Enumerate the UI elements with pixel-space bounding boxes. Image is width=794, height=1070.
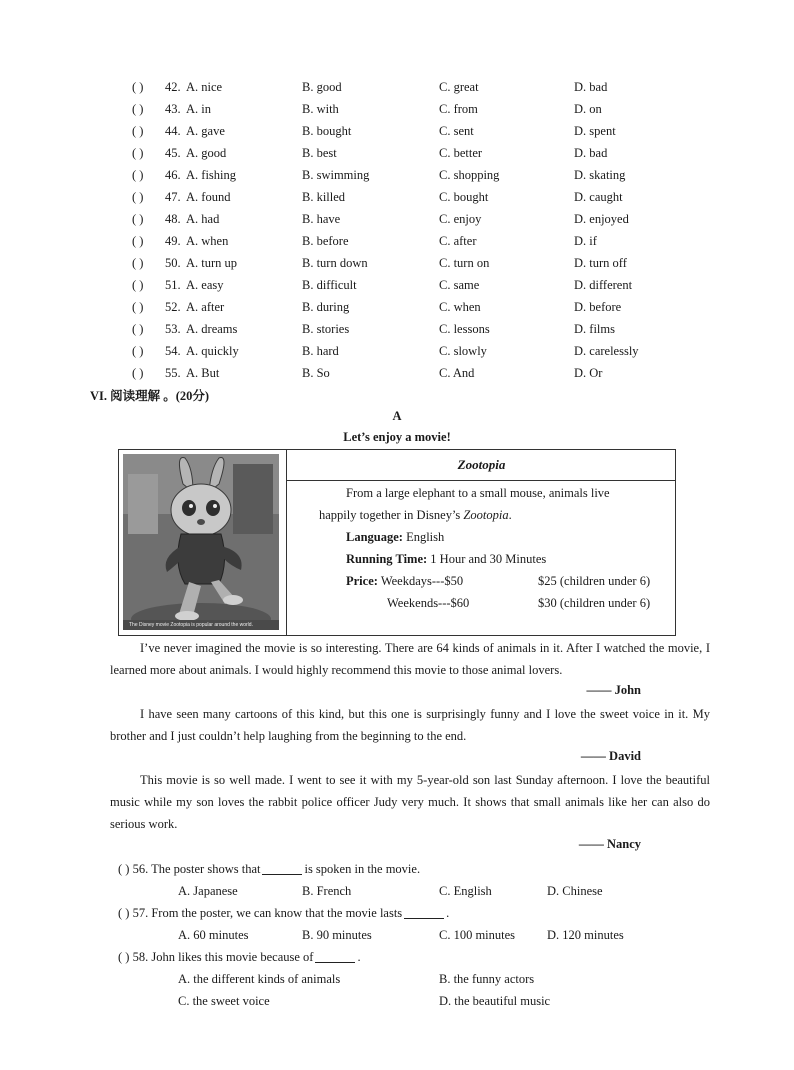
option-a: A. dreams <box>186 322 238 336</box>
answer-paren[interactable]: ( ) <box>132 366 144 380</box>
question-number: 43. <box>165 102 181 116</box>
price-label: Price: <box>346 574 378 588</box>
answer-paren[interactable]: ( ) <box>132 212 144 226</box>
option-d: D. films <box>574 322 615 336</box>
q58-option-c: C. the sweet voice <box>178 994 270 1008</box>
intro-period: . <box>508 508 512 522</box>
weekends-price: Weekends---$60 <box>387 596 470 610</box>
answer-paren[interactable]: ( ) <box>118 950 130 964</box>
option-a: A. good <box>186 146 227 160</box>
option-a: A. in <box>186 102 211 116</box>
option-a: A. nice <box>186 80 223 94</box>
q56-option-b: B. French <box>302 884 352 898</box>
option-a: A. fishing <box>186 168 236 182</box>
question-58 <box>118 947 361 967</box>
option-d: D. carelessly <box>574 344 639 358</box>
review-author-david: —— David <box>580 749 641 763</box>
option-a: A. had <box>186 212 220 226</box>
answer-blank <box>262 862 302 875</box>
option-b: B. bought <box>302 124 352 138</box>
option-b: B. turn down <box>302 256 368 270</box>
question-stem: 57. From the poster, we can know that the movie lasts <box>132 906 403 920</box>
intro-line-1: From a large elephant to a small mouse, animals live <box>346 486 610 500</box>
q57-option-a: A. 60 minutes <box>178 928 249 942</box>
language-line <box>346 527 444 547</box>
running-time-value: 1 Hour and 30 Minutes <box>430 552 547 566</box>
question-number: 54. <box>165 344 181 358</box>
answer-paren[interactable]: ( ) <box>132 190 144 204</box>
question-56 <box>118 859 420 879</box>
question-number: 42. <box>165 80 181 94</box>
question-stem-end: . <box>446 906 450 920</box>
option-c: C. when <box>439 300 481 314</box>
answer-paren[interactable]: ( ) <box>132 80 144 94</box>
movie-photo <box>123 454 279 630</box>
q58-option-a: A. the different kinds of animals <box>178 972 341 986</box>
photo-caption: The Disney movie Zootopia is popular around the world. <box>129 622 253 628</box>
option-c: C. And <box>439 366 475 380</box>
answer-paren[interactable]: ( ) <box>132 146 144 160</box>
question-stem: 58. John likes this movie because of <box>132 950 314 964</box>
answer-paren[interactable]: ( ) <box>132 124 144 138</box>
question-number: 48. <box>165 212 181 226</box>
option-b: B. during <box>302 300 350 314</box>
answer-paren[interactable]: ( ) <box>132 234 144 248</box>
answer-paren[interactable]: ( ) <box>132 300 144 314</box>
answer-blank <box>404 906 444 919</box>
option-b: B. stories <box>302 322 350 336</box>
intro-movie-name: Zootopia <box>463 508 509 522</box>
option-c: C. enjoy <box>439 212 482 226</box>
option-d: D. caught <box>574 190 623 204</box>
option-c: C. great <box>439 80 479 94</box>
price-line-weekdays <box>346 571 463 591</box>
running-time-line <box>346 549 546 569</box>
option-b: B. with <box>302 102 339 116</box>
weekdays-child-price: $25 (children under 6) <box>538 574 651 588</box>
option-d: D. bad <box>574 146 608 160</box>
answer-paren[interactable]: ( ) <box>132 322 144 336</box>
question-57 <box>118 903 449 923</box>
answer-paren[interactable]: ( ) <box>132 256 144 270</box>
q58-option-b: B. the funny actors <box>439 972 535 986</box>
option-a: A. gave <box>186 124 225 138</box>
option-c: C. turn on <box>439 256 490 270</box>
intro-text: happily together in Disney’s <box>319 508 464 522</box>
option-d: D. if <box>574 234 597 248</box>
option-a: A. after <box>186 300 225 314</box>
answer-blank <box>315 950 355 963</box>
option-d: D. bad <box>574 80 608 94</box>
question-number: 50. <box>165 256 181 270</box>
question-number: 51. <box>165 278 181 292</box>
question-number: 55. <box>165 366 181 380</box>
option-d: D. turn off <box>574 256 627 270</box>
question-number: 45. <box>165 146 181 160</box>
option-d: D. before <box>574 300 622 314</box>
question-number: 44. <box>165 124 181 138</box>
option-a: A. quickly <box>186 344 239 358</box>
weekends-child-price: $30 (children under 6) <box>538 596 651 610</box>
option-c: C. after <box>439 234 477 248</box>
option-b: B. hard <box>302 344 339 358</box>
q57-option-d: D. 120 minutes <box>547 928 624 942</box>
option-a: A. But <box>186 366 220 380</box>
option-d: D. enjoyed <box>574 212 629 226</box>
question-stem-end: is spoken in the movie. <box>304 862 421 876</box>
section-heading: VI. 阅读理解 。(20分) <box>90 389 210 403</box>
passage-title: Let’s enjoy a movie! <box>343 430 451 444</box>
question-number: 52. <box>165 300 181 314</box>
option-b: B. have <box>302 212 341 226</box>
language-value: English <box>406 530 445 544</box>
option-d: D. different <box>574 278 633 292</box>
option-d: D. skating <box>574 168 626 182</box>
question-number: 49. <box>165 234 181 248</box>
rabbit-illustration <box>123 454 279 630</box>
passage-letter: A <box>392 409 402 423</box>
q56-option-a: A. Japanese <box>178 884 238 898</box>
question-stem: 56. The poster shows that <box>132 862 261 876</box>
option-b: B. difficult <box>302 278 357 292</box>
question-number: 53. <box>165 322 181 336</box>
question-number: 46. <box>165 168 181 182</box>
option-b: B. swimming <box>302 168 370 182</box>
running-time-label: Running Time: <box>346 552 428 566</box>
answer-paren[interactable]: ( ) <box>132 344 144 358</box>
option-d: D. Or <box>574 366 603 380</box>
answer-paren[interactable]: ( ) <box>118 862 130 876</box>
movie-poster <box>118 449 676 636</box>
weekdays-price: Weekdays---$50 <box>380 574 464 588</box>
question-number: 47. <box>165 190 181 204</box>
q57-option-c: C. 100 minutes <box>439 928 516 942</box>
answer-paren[interactable]: ( ) <box>118 906 130 920</box>
option-c: C. shopping <box>439 168 500 182</box>
option-d: D. on <box>574 102 602 116</box>
q56-option-c: C. English <box>439 884 492 898</box>
question-stem-end: . <box>357 950 361 964</box>
option-c: C. slowly <box>439 344 487 358</box>
review-david: I have seen many cartoons of this kind, but this one is surprisingly funny and I love the sweet voice in it. My brother and I just couldn’t help laughing from the beginning to the end. <box>110 707 710 743</box>
option-a: A. turn up <box>186 256 238 270</box>
option-c: C. better <box>439 146 483 160</box>
review-john: I’ve never imagined the movie is so interesting. There are 64 kinds of animals in it. After I watched the movie, I learned more about animals. I would highly recommend this movie to those animal lovers. <box>110 641 710 677</box>
review-nancy: This movie is so well made. I went to see it with my 5-year-old son last Sunday afternoon. I love the beautiful music while my son loves the rabbit police officer Judy very much. It shows that small animals like her can also do serious work. <box>110 773 710 831</box>
answer-paren[interactable]: ( ) <box>132 278 144 292</box>
review-author-john: —— John <box>586 683 641 697</box>
option-b: B. So <box>302 366 330 380</box>
option-b: B. killed <box>302 190 346 204</box>
option-a: A. easy <box>186 278 224 292</box>
intro-line-2 <box>319 505 512 525</box>
movie-title: Zootopia <box>287 450 676 481</box>
option-c: C. bought <box>439 190 489 204</box>
option-c: C. from <box>439 102 478 116</box>
q58-option-d: D. the beautiful music <box>439 994 551 1008</box>
q56-option-d: D. Chinese <box>547 884 603 898</box>
option-c: C. lessons <box>439 322 490 336</box>
language-label: Language: <box>346 530 403 544</box>
review-author-nancy: —— Nancy <box>578 837 641 851</box>
option-b: B. before <box>302 234 349 248</box>
option-d: D. spent <box>574 124 616 138</box>
answer-paren[interactable]: ( ) <box>132 168 144 182</box>
movie-info-panel <box>286 450 676 635</box>
q57-option-b: B. 90 minutes <box>302 928 372 942</box>
option-a: A. when <box>186 234 229 248</box>
option-c: C. same <box>439 278 480 292</box>
option-b: B. best <box>302 146 337 160</box>
option-b: B. good <box>302 80 342 94</box>
option-c: C. sent <box>439 124 474 138</box>
option-a: A. found <box>186 190 231 204</box>
answer-paren[interactable]: ( ) <box>132 102 144 116</box>
